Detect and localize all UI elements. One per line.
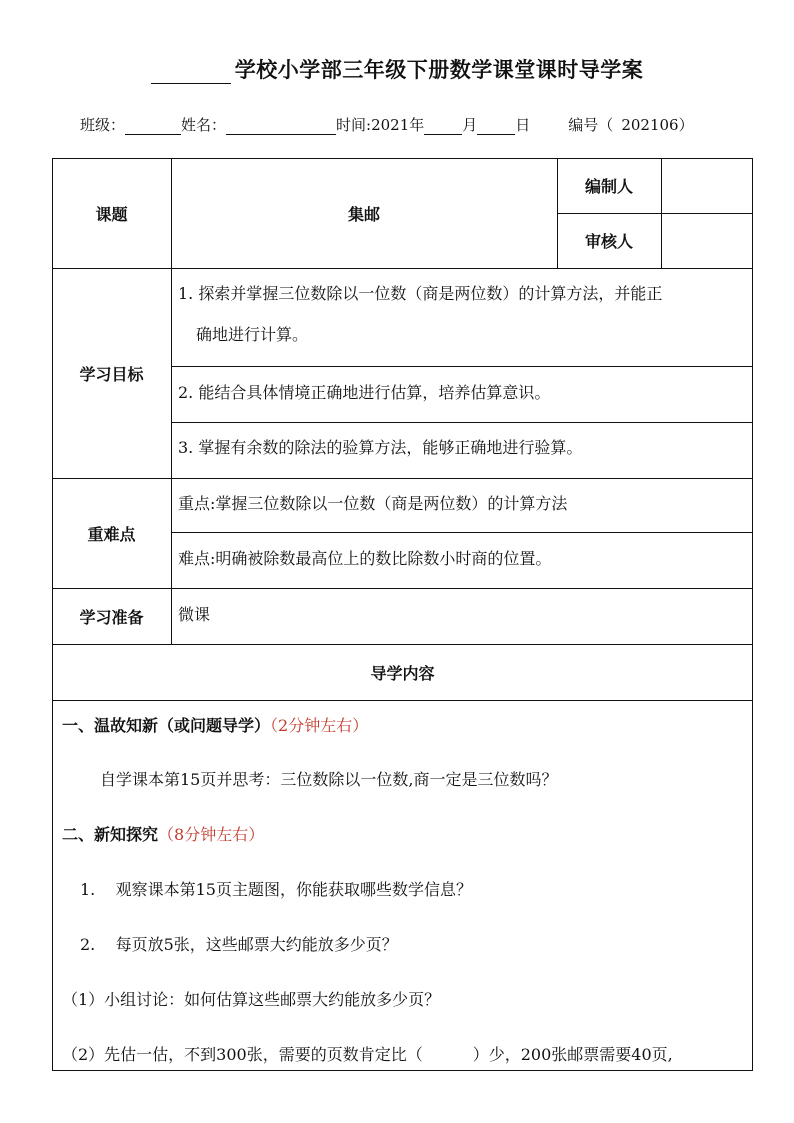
topic-label: 课题 [95,204,128,224]
sub-question-2-part-b: ）少，200张邮票需要40页, [472,1045,673,1064]
info-line [80,114,694,135]
section-1-time: （2分钟左右） [270,716,369,735]
prep-label: 学习准备 [79,607,144,627]
day-label: 日 [515,116,531,134]
goals-label: 学习目标 [79,364,144,384]
key-point: 重点:掌握三位数除以一位数（商是两位数）的计算方法 [178,494,568,513]
item-2: 2. 每页放5张，这些邮票大约能放多少页？ [80,935,398,954]
number-value: 202106 [621,116,679,134]
sub-question-2-part-a: （2）先估一估，不到300张，需要的页数肯定比（ [62,1045,423,1064]
prep-value: 微课 [178,605,211,624]
sub-question-2 [62,1042,673,1065]
reviewer-label: 审核人 [584,232,633,251]
key-label: 重难点 [87,524,136,544]
name-blank[interactable] [226,118,336,135]
goal-2: 2. 能结合具体情境正确地进行估算，培养估算意识。 [178,383,551,402]
reviewer-value-field[interactable] [661,213,752,268]
sub-question-1: （1）小组讨论：如何估算这些邮票大约能放多少页？ [62,990,441,1009]
document-title [0,54,794,84]
class-label: 班级： [80,116,126,134]
editor-label: 编制人 [584,177,633,196]
topic-value: 集邮 [347,204,380,224]
section-2-title: 二、新知探究 [62,825,159,844]
number-close: ） [678,116,694,134]
goal-3: 3. 掌握有余数的除法的验算方法，能够正确地进行验算。 [178,438,583,457]
section-2-time: （8分钟左右） [158,825,265,844]
difficult-point: 难点:明确被除数最高位上的数比除数小时商的位置。 [178,549,552,568]
section-1-heading [62,713,368,736]
section-2-heading [62,822,264,845]
school-name-blank[interactable] [151,61,231,84]
number-label: 编号（ [568,116,614,134]
goal-1-line-1: 1. 探索并掌握三位数除以一位数（商是两位数）的计算方法，并能正 [178,284,663,303]
section-1-text: 自学课本第15页并思考：三位数除以一位数,商一定是三位数吗？ [100,770,558,789]
item-1: 1. 观察课本第15页主题图，你能获取哪些数学信息？ [80,880,472,899]
title-text: 学校小学部三年级下册数学课堂课时导学案 [234,58,644,82]
editor-value-field[interactable] [661,158,752,213]
month-label: 月 [462,116,478,134]
section-1-title: 一、温故知新（或问题导学） [62,716,271,735]
time-label: 时间:2021年 [336,116,425,134]
name-label: 姓名： [181,116,227,134]
goal-1-line-2: 确地进行计算。 [196,325,309,344]
day-blank[interactable] [477,118,515,135]
month-blank[interactable] [424,118,462,135]
class-blank[interactable] [125,118,181,135]
content-header: 导学内容 [370,663,435,683]
